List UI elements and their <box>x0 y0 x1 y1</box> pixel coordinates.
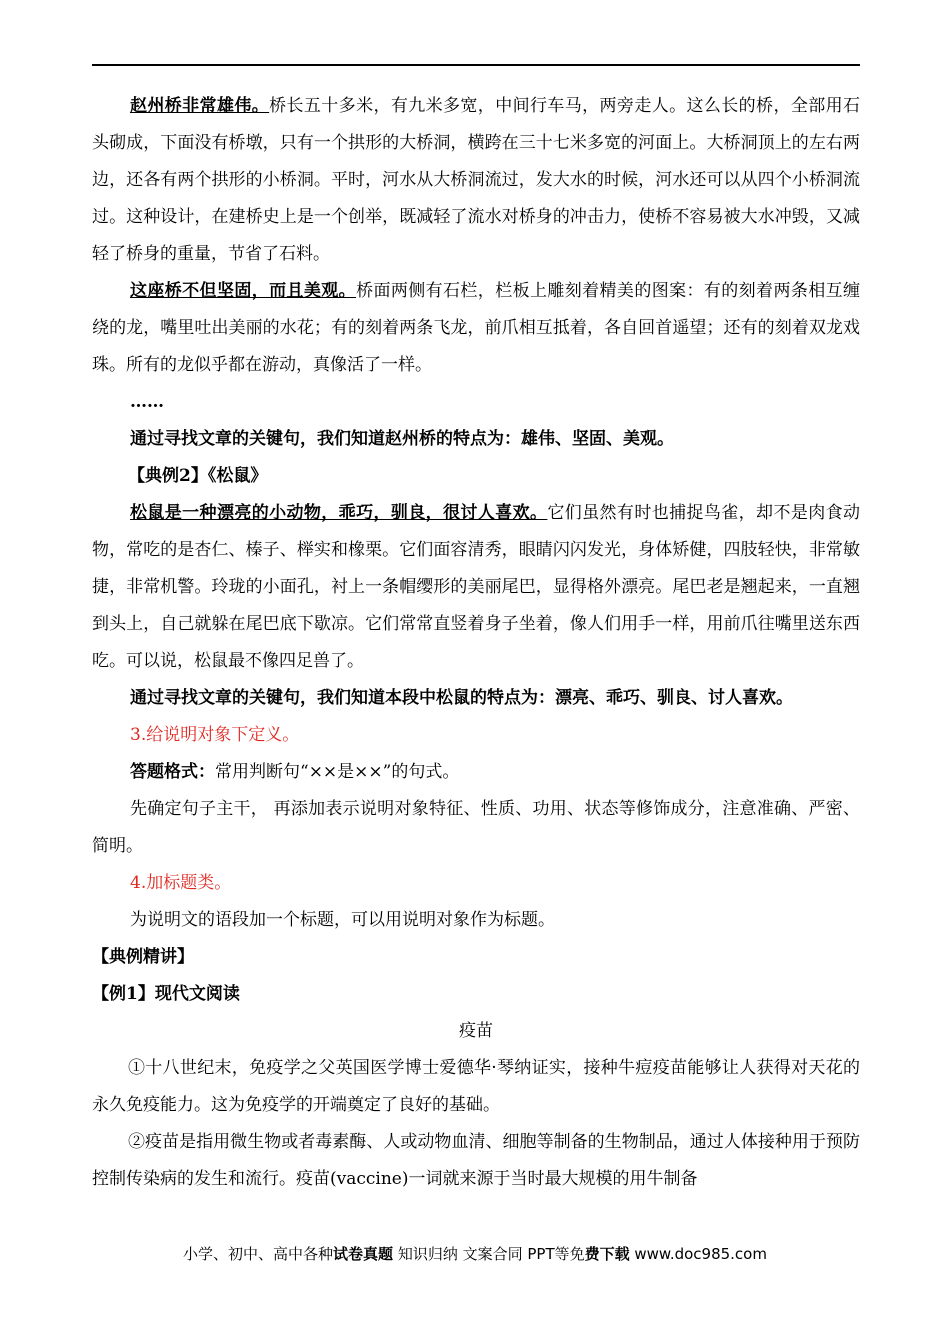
paragraph-text: 桥面两侧有石栏，栏板上雕刻着精美的图案：有的刻着两条相互缠绕的龙，嘴里吐出美丽的水花；有的刻着两条飞龙，前爪相互抵着，各自回首遥望；还有的刻着双龙戏珠。所有的龙似乎都在游动，真像活了一样。 <box>92 281 861 375</box>
paragraph-text: 它们虽然有时也捕捉鸟雀，却不是肉食动物，常吃的是杏仁、榛子、榉实和橡栗。它们面容清秀，眼睛闪闪发光，身体矫健，四肢轻快，非常敏捷，非常机警。玲珑的小面孔，衬上一条帽缨形的美丽尾巴，显得格外漂亮。尾巴老是翘起来，一直翘到头上，自己就躲在尾巴底下歇凉。它们常常直竖着身子坐着，像人们用手一样，用前爪往嘴里送东西吃。可以说，松鼠最不像四足兽了。 <box>92 503 861 671</box>
method-3-title: 3.给说明对象下定义。 <box>130 725 300 745</box>
zhaozhou-paragraph-2 <box>92 273 860 384</box>
document-body <box>92 88 860 1198</box>
method-3-body: 先确定句子主干， 再添加表示说明对象特征、性质、功用、状态等修饰成分，注意准确、严密、简明。 <box>92 799 860 856</box>
example-2-heading: 【典例2】《松鼠》 <box>128 466 268 486</box>
key-sentence: 这座桥不但坚固，而且美观。 <box>130 281 357 301</box>
method-4-title: 4.加标题类。 <box>130 873 232 893</box>
examples-section-heading: 【典例精讲】 <box>92 947 194 967</box>
article-title: 疫苗 <box>459 1021 493 1041</box>
zhaozhou-paragraph-1 <box>92 88 860 273</box>
songshu-paragraph <box>92 495 860 680</box>
method-3-format <box>92 754 860 791</box>
songshu-conclusion: 通过寻找文章的关键句，我们知道本段中松鼠的特点为：漂亮、乖巧、驯良、讨人喜欢。 <box>130 688 793 708</box>
footer-banner <box>0 1243 950 1264</box>
example-1-heading: 【例1】现代文阅读 <box>92 984 240 1004</box>
zhaozhou-conclusion: 通过寻找文章的关键句，我们知道赵州桥的特点为：雄伟、坚固、美观。 <box>130 429 674 449</box>
footer-text-bold: 费下载 <box>584 1245 630 1263</box>
footer-text: 小学、初中、高中各种 <box>183 1245 334 1263</box>
ellipsis: …… <box>130 392 164 412</box>
header-rule <box>92 64 860 66</box>
footer-text: 知识归纳 文案合同 PPT等免 <box>393 1245 585 1263</box>
paragraph-text: 桥长五十多米，有九米多宽，中间行车马，两旁走人。这么长的桥，全部用石头砌成，下面没有桥墩，只有一个拱形的大桥洞，横跨在三十七米多宽的河面上。大桥洞顶上的左右两边，还各有两个拱形的小桥洞。平时，河水从大桥洞流过，发大水的时候，河水还可以从四个小桥洞流过。这种设计，在建桥史上是一个创举，既减轻了流水对桥身的冲击力，使桥不容易被大水冲毁，又减轻了桥身的重量，节省了石料。 <box>92 96 861 264</box>
method-4-body: 为说明文的语段加一个标题，可以用说明对象作为标题。 <box>130 910 555 930</box>
footer-text-bold: 试卷真题 <box>333 1245 394 1263</box>
key-sentence: 赵州桥非常雄伟。 <box>130 96 270 116</box>
footer-url: www.doc985.com <box>629 1245 767 1263</box>
key-sentence: 松鼠是一种漂亮的小动物，乖巧，驯良，很讨人喜欢。 <box>130 503 548 523</box>
article-paragraph-1: ①十八世纪末，免疫学之父英国医学博士爱德华·琴纳证实，接种牛痘疫苗能够让人获得对天花的永久免疫能力。这为免疫学的开端奠定了良好的基础。 <box>92 1058 860 1115</box>
format-text: 常用判断句“××是××”的句式。 <box>215 762 460 782</box>
article-paragraph-2: ②疫苗是指用微生物或者毒素酶、人或动物血清、细胞等制备的生物制品，通过人体接种用于预防控制传染病的发生和流行。疫苗(vaccine)一词就来源于当时最大规模的用牛制备 <box>92 1132 860 1189</box>
format-label: 答题格式： <box>130 762 215 782</box>
